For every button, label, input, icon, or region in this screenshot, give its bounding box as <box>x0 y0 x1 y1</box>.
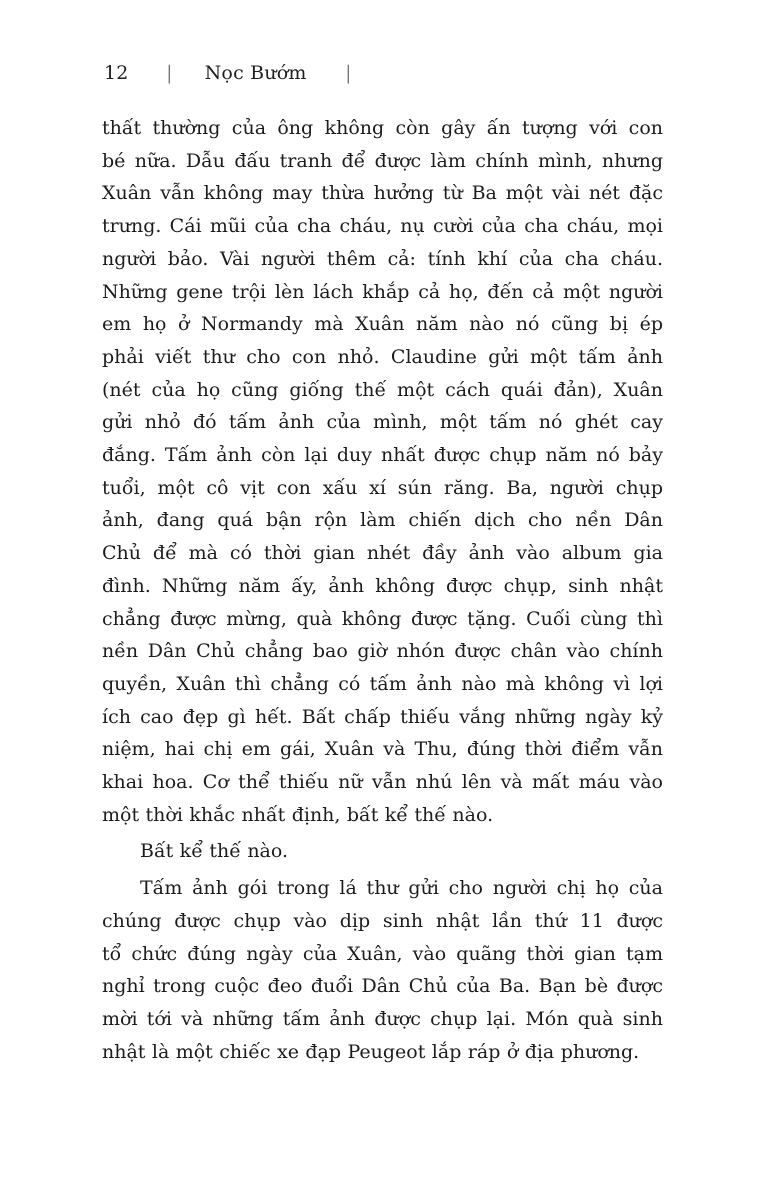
text-line: người bảo. Vài người thêm cả: tính khí của cha cháu. <box>102 247 663 270</box>
text-line: phải viết thư cho con nhỏ. Claudine gửi một tấm ảnh <box>102 345 663 368</box>
text-line: đắng. Tấm ảnh còn lại duy nhất được chụp năm nó bảy <box>102 444 663 467</box>
text-line: nền Dân Chủ chẳng bao giờ nhón được chân vào chính <box>102 640 663 663</box>
text-line: Những gene trội lèn lách khắp cả họ, đến cả một người <box>102 280 663 303</box>
text-line: em họ ở Normandy mà Xuân năm nào nó cũng bị ép <box>102 313 663 336</box>
text-line: khai hoa. Cơ thể thiếu nữ vẫn nhú lên và mất máu vào <box>102 771 663 794</box>
header-separator-bar: | <box>345 62 351 84</box>
text-line: Bất kể thế nào. <box>140 840 289 863</box>
text-line: đình. Những năm ấy, ảnh không được chụp, sinh nhật <box>102 574 663 597</box>
text-line: ích cao đẹp gì hết. Bất chấp thiếu vắng những ngày kỷ <box>102 705 663 728</box>
text-line: chúng được chụp vào dịp sinh nhật lần thứ 11 được <box>102 909 663 932</box>
text-line: Tấm ảnh gói trong lá thư gửi cho người chị họ của <box>140 877 663 900</box>
text-line: chẳng được mừng, quà không được tặng. Cuối cùng thì <box>102 607 663 630</box>
text-line: thất thường của ông không còn gây ấn tượng với con <box>102 117 663 139</box>
body-text <box>102 112 663 1068</box>
text-line: tuổi, một cô vịt con xấu xí sún răng. Ba, người chụp <box>102 476 663 499</box>
paragraph <box>102 835 663 868</box>
text-line: quyền, Xuân thì chẳng có tấm ảnh nào mà không vì lợi <box>102 672 663 695</box>
text-line: nhật là một chiếc xe đạp Peugeot lắp ráp ở địa phương. <box>102 1040 640 1063</box>
text-line: Chủ để mà có thời gian nhét đầy ảnh vào album gia <box>102 542 663 565</box>
text-line: bé nữa. Dẫu đấu tranh để được làm chính mình, nhưng <box>102 149 663 172</box>
text-line: một thời khắc nhất định, bất kể thế nào. <box>102 803 494 826</box>
text-line: nghỉ trong cuộc đeo đuổi Dân Chủ của Ba. Bạn bè được <box>102 975 663 998</box>
paragraph <box>102 872 663 1068</box>
header-separator-bar: | <box>166 62 172 84</box>
text-line: gửi nhỏ đó tấm ảnh của mình, một tấm nó ghét cay <box>102 411 663 434</box>
text-line: ảnh, đang quá bận rộn làm chiến dịch cho nền Dân <box>102 509 663 532</box>
running-header <box>104 62 351 84</box>
text-line: tổ chức đúng ngày của Xuân, vào quãng thời gian tạm <box>102 942 663 965</box>
text-line: niệm, hai chị em gái, Xuân và Thu, đúng thời điểm vẫn <box>102 738 663 761</box>
text-line: Xuân vẫn không may thừa hưởng từ Ba một vài nét đặc <box>102 182 663 205</box>
text-line: mời tới và những tấm ảnh được chụp lại. Món quà sinh <box>102 1007 663 1030</box>
paragraph <box>102 112 663 831</box>
text-line: trưng. Cái mũi của cha cháu, nụ cười của cha cháu, mọi <box>102 215 663 238</box>
book-title: Nọc Bướm <box>204 62 307 84</box>
page-number: 12 <box>104 62 129 84</box>
text-line: (nét của họ cũng giống thế một cách quái đản), Xuân <box>102 378 663 401</box>
